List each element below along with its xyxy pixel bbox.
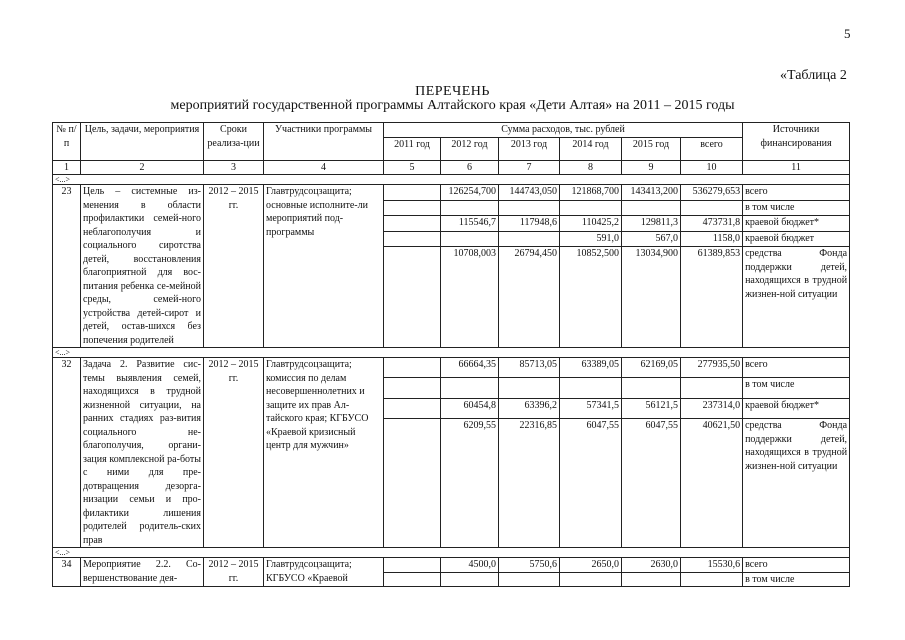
cell-2012: 10708,003 <box>441 247 499 348</box>
cell-2014: 121868,700 <box>560 185 622 201</box>
cell-2011 <box>384 398 441 418</box>
cell-source: краевой бюджет* <box>743 216 850 232</box>
table-note: «Таблица 2 <box>780 68 847 83</box>
row-number: 32 <box>53 358 81 548</box>
column-numbers-row <box>53 160 850 175</box>
cell-2011 <box>384 247 441 348</box>
col-number: 6 <box>441 160 499 175</box>
cell-2014: 591,0 <box>560 231 622 247</box>
col-number: 10 <box>681 160 743 175</box>
table-row <box>53 185 850 201</box>
cell-2013: 63396,2 <box>499 398 560 418</box>
row-participants: Главтрудсоцзащита; комиссия по делам несовершеннолетних и защите их прав Ал-тайского края; КГБУСО «Краевой кризисный центр для мужчин» <box>264 358 384 548</box>
cell-2015: 13034,900 <box>622 247 681 348</box>
row-number: 23 <box>53 185 81 348</box>
header-2014: 2014 год <box>560 137 622 160</box>
header-expenses: Сумма расходов, тыс. рублей <box>384 123 743 138</box>
cell-2013 <box>499 378 560 398</box>
cell-2013 <box>499 231 560 247</box>
cell-source: всего <box>743 358 850 378</box>
cell-2013: 144743,050 <box>499 185 560 201</box>
row-terms: 2012 – 2015 гг. <box>204 185 264 348</box>
row-number: 34 <box>53 558 81 587</box>
cell-2011 <box>384 185 441 201</box>
cell-2014 <box>560 378 622 398</box>
header-2011: 2011 год <box>384 137 441 160</box>
header-2013: 2013 год <box>499 137 560 160</box>
header-row <box>53 123 850 138</box>
header-terms: Сроки реализа-ции <box>204 123 264 161</box>
cell-total: 40621,50 <box>681 419 743 548</box>
cell-2011 <box>384 216 441 232</box>
cell-2015: 56121,5 <box>622 398 681 418</box>
cell-2012: 6209,55 <box>441 419 499 548</box>
cell-source: всего <box>743 558 850 573</box>
header-no: № п/п <box>53 123 81 161</box>
cell-2012 <box>441 572 499 587</box>
separator-text: <...> <box>53 348 850 358</box>
cell-2014: 6047,55 <box>560 419 622 548</box>
cell-source: средства Фонда поддержки детей, находящихся в трудной жизнен-ной ситуации <box>743 247 850 348</box>
col-number: 5 <box>384 160 441 175</box>
cell-2013: 22316,85 <box>499 419 560 548</box>
cell-2015 <box>622 378 681 398</box>
cell-total <box>681 378 743 398</box>
table-row <box>53 558 850 573</box>
col-number: 1 <box>53 160 81 175</box>
cell-source: средства Фонда поддержки детей, находящихся в трудной жизнен-ной ситуации <box>743 419 850 548</box>
cell-2014: 57341,5 <box>560 398 622 418</box>
cell-total: 61389,853 <box>681 247 743 348</box>
cell-total: 536279,653 <box>681 185 743 201</box>
row-terms: 2012 – 2015 гг. <box>204 558 264 587</box>
col-number: 7 <box>499 160 560 175</box>
separator-row <box>53 175 850 185</box>
cell-total <box>681 572 743 587</box>
cell-source: всего <box>743 185 850 201</box>
expenses-table <box>52 122 850 587</box>
cell-total: 1158,0 <box>681 231 743 247</box>
cell-2011 <box>384 378 441 398</box>
cell-2015: 567,0 <box>622 231 681 247</box>
cell-2014: 10852,500 <box>560 247 622 348</box>
col-number: 2 <box>81 160 204 175</box>
document-title: ПЕРЕЧЕНЬ <box>415 84 490 99</box>
cell-2014: 2650,0 <box>560 558 622 573</box>
col-number: 4 <box>264 160 384 175</box>
header-2015: 2015 год <box>622 137 681 160</box>
separator-text: <...> <box>53 548 850 558</box>
col-number: 3 <box>204 160 264 175</box>
cell-2014: 110425,2 <box>560 216 622 232</box>
row-participants: Главтрудсоцзащита; КГБУСО «Краевой <box>264 558 384 587</box>
row-goal: Мероприятие 2.2. Со-вершенствование дея- <box>81 558 204 587</box>
row-goal: Цель – системные из-менения в области профилактики семей-ного неблагополучия и социального сиротства детей, восстановления благоприятной для вос-питания ребенка се-мейной среды, семей-ного устройства детей-сирот и детей, остав-шихся без попечения родителей <box>81 185 204 348</box>
cell-2013 <box>499 200 560 216</box>
cell-2014: 63389,05 <box>560 358 622 378</box>
cell-2015: 129811,3 <box>622 216 681 232</box>
header-2012: 2012 год <box>441 137 499 160</box>
header-goal: Цель, задачи, мероприятия <box>81 123 204 161</box>
cell-source: в том числе <box>743 378 850 398</box>
cell-2014 <box>560 572 622 587</box>
document-subtitle: мероприятий государственной программы Алтайского края «Дети Алтая» на 2011 – 2015 годы <box>170 98 735 113</box>
cell-2013: 5750,6 <box>499 558 560 573</box>
cell-total <box>681 200 743 216</box>
cell-2013 <box>499 572 560 587</box>
cell-2011 <box>384 558 441 573</box>
cell-total: 277935,50 <box>681 358 743 378</box>
table-row <box>53 358 850 378</box>
row-terms: 2012 – 2015 гг. <box>204 358 264 548</box>
header-total: всего <box>681 137 743 160</box>
cell-2012: 115546,7 <box>441 216 499 232</box>
cell-2012 <box>441 231 499 247</box>
cell-2011 <box>384 572 441 587</box>
cell-2012 <box>441 200 499 216</box>
cell-2012 <box>441 378 499 398</box>
header-sources: Источники финансирования <box>743 123 850 161</box>
cell-2012: 60454,8 <box>441 398 499 418</box>
page-number: 5 <box>844 26 851 41</box>
cell-2013: 85713,05 <box>499 358 560 378</box>
separator-row <box>53 548 850 558</box>
cell-total: 15530,6 <box>681 558 743 573</box>
cell-total: 237314,0 <box>681 398 743 418</box>
cell-total: 473731,8 <box>681 216 743 232</box>
separator-row <box>53 348 850 358</box>
cell-2013: 26794,450 <box>499 247 560 348</box>
cell-source: в том числе <box>743 200 850 216</box>
separator-text: <...> <box>53 175 850 185</box>
cell-2011 <box>384 419 441 548</box>
cell-2015: 62169,05 <box>622 358 681 378</box>
cell-2015: 143413,200 <box>622 185 681 201</box>
cell-2014 <box>560 200 622 216</box>
cell-2012: 66664,35 <box>441 358 499 378</box>
cell-2012: 4500,0 <box>441 558 499 573</box>
row-participants: Главтрудсоцзащита; основные исполните-ли мероприятий под-программы <box>264 185 384 348</box>
cell-2015: 2630,0 <box>622 558 681 573</box>
col-number: 11 <box>743 160 850 175</box>
cell-2011 <box>384 231 441 247</box>
cell-2015: 6047,55 <box>622 419 681 548</box>
cell-source: в том числе <box>743 572 850 587</box>
cell-2013: 117948,6 <box>499 216 560 232</box>
cell-2011 <box>384 358 441 378</box>
header-participants: Участники программы <box>264 123 384 161</box>
col-number: 8 <box>560 160 622 175</box>
col-number: 9 <box>622 160 681 175</box>
cell-2011 <box>384 200 441 216</box>
cell-source: краевой бюджет <box>743 231 850 247</box>
cell-2015 <box>622 572 681 587</box>
cell-2015 <box>622 200 681 216</box>
row-goal: Задача 2. Развитие сис-темы выявления семей, находящихся в трудной жизненной ситуации, на ранних стадиях раз-вития социального не-благополучия, органи-зация комплексной ра-боты с ними для пре-дотвращения дезорга-низации семьи и про-филактики лишения родителей родитель-ских прав <box>81 358 204 548</box>
cell-2012: 126254,700 <box>441 185 499 201</box>
cell-source: краевой бюджет* <box>743 398 850 418</box>
